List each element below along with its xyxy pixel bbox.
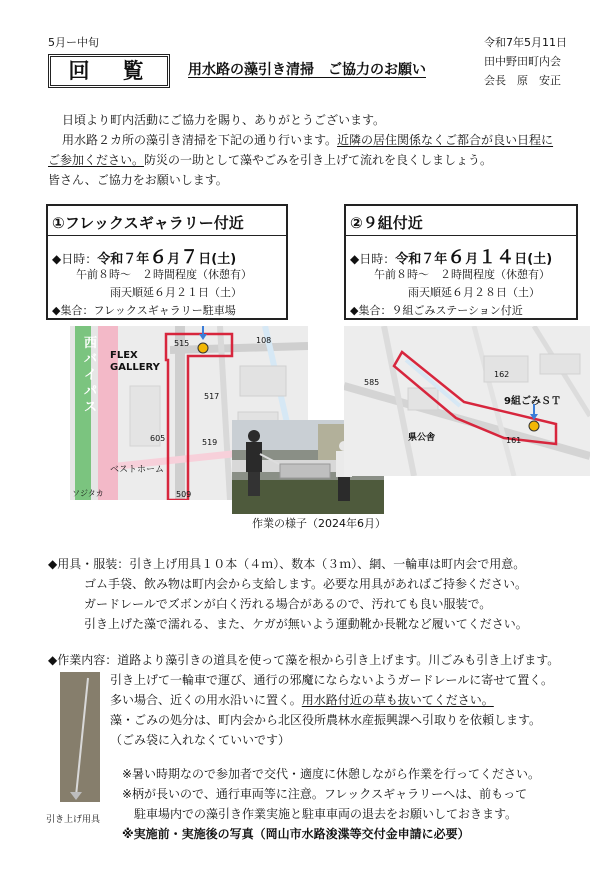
tool-caption: 引き上げ用具 bbox=[46, 815, 101, 825]
tool-photo-drawing bbox=[60, 672, 100, 802]
issue-date: 令和7年5月11日 bbox=[484, 36, 567, 49]
map2-num-1: 585 bbox=[364, 378, 380, 387]
site1-box bbox=[46, 204, 288, 320]
tools-line-3: ガードレールでズボンが白く汚れる場合があるので、汚れても良い服装で。 bbox=[84, 597, 492, 611]
site1-date: ◆日時：令和７年６月７日(土) bbox=[52, 247, 237, 268]
issue-label: 5月ー中旬 bbox=[48, 36, 99, 49]
map1-num-6: 509 bbox=[176, 490, 192, 499]
site2-place: ◆集合：９組ごみステーション付近 bbox=[350, 304, 523, 317]
work-line-1: ◆作業内容：道路より藻引きの道具を使って藻を根から引き上げます。川ごみも引き上げます。 bbox=[48, 653, 560, 667]
tools-line-1: ◆用具・服装：引き上げ用具１０本（４ｍ）、数本（３ｍ）、網、一輪車は町内会で用意。 bbox=[48, 557, 526, 571]
work-line-2: 引き上げて一輪車で運び、通行の邪魔にならないようガードレールに寄せて置く。 bbox=[110, 673, 554, 687]
tools-line-2: ゴム手袋、飲み物は町内会から支給します。必要な用具があればご持参ください。 bbox=[84, 577, 528, 591]
tool-photo bbox=[60, 672, 100, 802]
work-note-2: ※柄が長いので、通行車両等に注意。フレックスギャラリーへは、前もって bbox=[122, 787, 528, 801]
work-note-3: 駐車場内での藻引き作業実施と駐車車両の退去をお願いしておきます。 bbox=[134, 807, 518, 821]
photo-caption: 作業の様子（2024年6月） bbox=[252, 517, 386, 530]
site2-title: ②９組付近 bbox=[346, 206, 576, 236]
work-line-3: 多い場合、近くの用水沿いに置く。用水路付近の草も抜いてください。 bbox=[110, 693, 494, 707]
kairan-stamp: 回 覧 bbox=[48, 54, 170, 88]
site2-box bbox=[344, 204, 578, 320]
site2-time: 午前８時～ ２時間程度（休憩有） bbox=[374, 268, 550, 281]
work-line-4: 藻・ごみの処分は、町内会から北区役所農林水産振興課へ引取りを依頼します。 bbox=[110, 713, 542, 727]
map1-num-2: 108 bbox=[256, 336, 272, 345]
map1-num-5: 519 bbox=[202, 438, 218, 447]
intro-line-4: 皆さん、ご協力をお願いします。 bbox=[48, 173, 228, 187]
site2-date: ◆日時：令和７年６月１４日(土) bbox=[350, 247, 553, 268]
map1-num-3: 517 bbox=[204, 392, 220, 401]
page-title: 用水路の藻引き清掃 ご協力のお願い bbox=[188, 62, 426, 78]
map1-num-1: 515 bbox=[174, 339, 190, 348]
work-line-5: （ごみ袋に入れなくていいです） bbox=[110, 733, 291, 747]
intro-line-1: 日頃より町内活動にご協力を賜り、ありがとうございます。 bbox=[62, 113, 386, 127]
map2-num-3: 161 bbox=[506, 436, 522, 445]
map-9kumi bbox=[344, 326, 590, 476]
map2-station-label: 9組ごみＳＴ bbox=[504, 396, 561, 407]
work-note-4: ※実施前・実施後の写真（岡山市水路浚渫等交付金申請に必要） bbox=[122, 827, 470, 841]
work-note-1: ※暑い時期なので参加者で交代・適度に休憩しながら作業を行ってください。 bbox=[122, 767, 541, 781]
chair-name: 会長 原 安正 bbox=[484, 74, 561, 87]
map1-num-4: 605 bbox=[150, 434, 166, 443]
map1-road-label: 西バイパス bbox=[84, 336, 98, 415]
map2-num-2: 162 bbox=[494, 370, 510, 379]
site1-title: ①フレックスギャラリー付近 bbox=[48, 206, 286, 236]
site1-rain: 雨天順延６月２１日（土） bbox=[110, 286, 242, 299]
site2-rain: 雨天順延６月２８日（土） bbox=[408, 286, 540, 299]
map1-flex-label: FLEX GALLERY bbox=[110, 350, 160, 373]
map1-num-7: ソジタカ bbox=[72, 489, 104, 498]
org-name: 田中野田町内会 bbox=[484, 55, 561, 68]
intro-line-2: 用水路２カ所の藻引き清掃を下記の通り行います。近隣の居住関係なくご都合が良い日程に bbox=[62, 133, 554, 147]
site1-place: ◆集合：フレックスギャラリー駐車場 bbox=[52, 304, 236, 317]
intro-line-3: ご参加ください。防災の一助として藻やごみを引き上げて流れを良くしましょう。 bbox=[48, 153, 493, 167]
site1-time: 午前８時～ ２時間程度（休憩有） bbox=[76, 268, 252, 281]
map2-hall-label: 県公舎 bbox=[408, 433, 436, 443]
tools-line-4: 引き上げた藻で濡れる、また、ケガが無いよう運動靴か長靴など履いてください。 bbox=[84, 617, 528, 631]
map1-best-label: ベストホーム bbox=[110, 465, 165, 475]
